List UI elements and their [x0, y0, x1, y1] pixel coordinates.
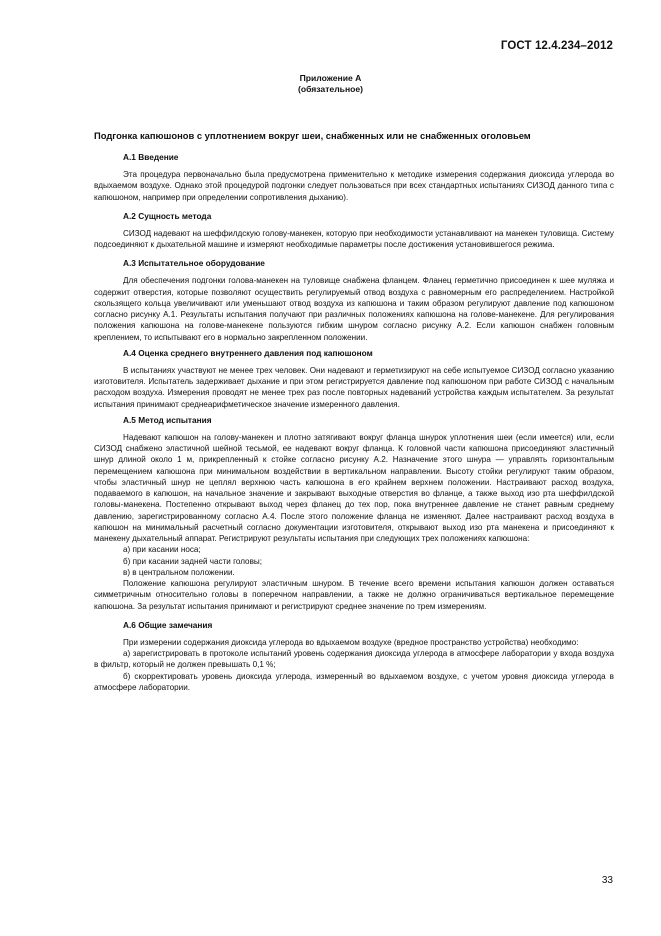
paragraph: Эта процедура первоначально была предусмотрена применительно к методике измерения содержания диоксида углерода во вдыхаемом воздухе. Однако этой процедурой подгонки следует пользоваться при всех стандартных испытаниях СИЗОД данного типа с капюшоном, например при определении сопротивления дыханию).: [94, 170, 614, 202]
appendix-title: Приложение А: [299, 73, 362, 83]
appendix-status: (обязательное): [297, 84, 364, 94]
paragraph: При измерении содержания диоксида углерода во вдыхаемом воздухе (вредное пространство устройства) необходимо:: [123, 637, 579, 647]
paragraph: В испытаниях участвуют не менее трех человек. Они надевают и герметизируют на себе испытуемое СИЗОД согласно указанию изготовителя. Испытатель задерживает дыхание и при этом регистрируется давление под капюшоном при работе СИЗОД с начальным расходом воздуха. Измерения проводят не менее трех раз после повторных надеваний устройства каждым испытателем. За результат испытания принимают среднеарифметическое значение измеренного давления.: [94, 365, 614, 409]
section-title: А.3 Испытательное оборудование: [123, 258, 265, 269]
page-number: 33: [601, 875, 613, 886]
paragraph: СИЗОД надевают на шеффилдскую голову-манекен, которую при необходимости устанавливают на манекен туловища. Систему подсоединяют к дыхательной машине и измеряют необходимые параметры после достижения установившегося режима.: [94, 228, 614, 249]
section-a3: [94, 258, 614, 343]
paragraph: Положение капюшона регулируют эластичным шнуром. В течение всего времени испытания капюшон должен оставаться симметричным относительно головы в поперечном направлении, а также не должно ограничиваться вертикальное перемещение капюшона. За результат испытания принимают и регистрируют среднее значение по трем измерениям.: [94, 579, 614, 611]
list-item: б) при касании задней части головы;: [123, 556, 262, 566]
section-a2: [94, 211, 614, 251]
document-code: ГОСТ 12.4.234–2012: [500, 40, 613, 52]
section-title: А.1 Введение: [123, 152, 179, 162]
section-title: А.4 Оценка среднего внутреннего давления под капюшоном: [123, 347, 373, 358]
list-item: в) в центральном положении.: [123, 567, 235, 577]
appendix-heading: [0, 73, 661, 95]
paragraph: Надевают капюшон на голову-манекен и плотно затягивают вокруг фланца шнурок уплотнения шеи (если имеется) или, если СИЗОД снабжено эластичной шейной тесьмой, ее надевают вокруг фланца. К головной части капюшона присоединяют эластичный шнур длиной около 1 м, прикрепленный к стойке согласно рисунку А.2. Назначение этого шнура — управлять горизонтальным перемещением капюшона при минимальном воздействии в вертикальном направлении. Высоту стойки регулируют таким образом, чтобы эластичный шнур не цеплял верхнюю часть капюшона в его крайнем верхнем положении. Настраивают расход воздуха, подаваемого в капюшон, на начальное значение и закрывают выходные отверстия во фланце, а также выход изо рта шеффилдской головы-манекена. Постепенно открывают выход через фланец до тех пор, пока внутреннее давление не станет равным среднему давлению, зарегистрированному согласно А.4. После этого положение фланца не изменяют. Далее настраивают расход воздуха в капюшон на минимальный расчетный согласно документации изготовителя, открывают выход изо рта манекена и присоединяют к манекену дыхательный аппарат. Регистрируют результаты испытания при следующих трех положениях капюшона:: [94, 432, 614, 543]
document-body: [94, 152, 614, 701]
list-item: а) при касании носа;: [123, 545, 201, 555]
section-a1: [94, 152, 614, 203]
section-title: А.2 Сущность метода: [123, 210, 212, 221]
section-a5: [94, 415, 614, 612]
main-title: Подгонка капюшонов с уплотнением вокруг шеи, снабженных или не снабженных оголовьем: [94, 130, 531, 141]
paragraph: а) зарегистрировать в протоколе испытаний уровень содержания диоксида углерода в атмосфере лаборатории у входа воздуха в фильтр, который не должен превышать 0,1 %;: [94, 649, 614, 670]
section-title: А.6 Общие замечания: [123, 619, 213, 630]
paragraph: Для обеспечения подгонки голова-манекен на туловище снабжена фланцем. Фланец герметично присоединен к шее муляжа и содержит отверстия, которые позволяют осуществить регулируемый отвод воздуха с равномерным его распределением. Настройкой скользящего кольца увеличивают или уменьшают отвод воздуха из капюшона и таким образом регулируют давление под капюшоном согласно рисунку А.1. Результаты испытания получают при различных положениях капюшона на голове-манекене. Для регулирования положения капюшона на голове-манекене пользуются гибким шнуром согласно рисунку А.2. Если капюшон снабжен головным креплением, то испытывают его в нормально закрепленном положении.: [94, 276, 614, 342]
paragraph: б) скорректировать уровень диоксида углерода, измеренный во вдыхаемом воздухе, с учетом уровня диоксида углерода в атмосфере лаборатории.: [94, 671, 614, 692]
section-title: А.5 Метод испытания: [123, 414, 212, 425]
section-a6: [94, 620, 614, 693]
section-a4: [94, 348, 614, 410]
